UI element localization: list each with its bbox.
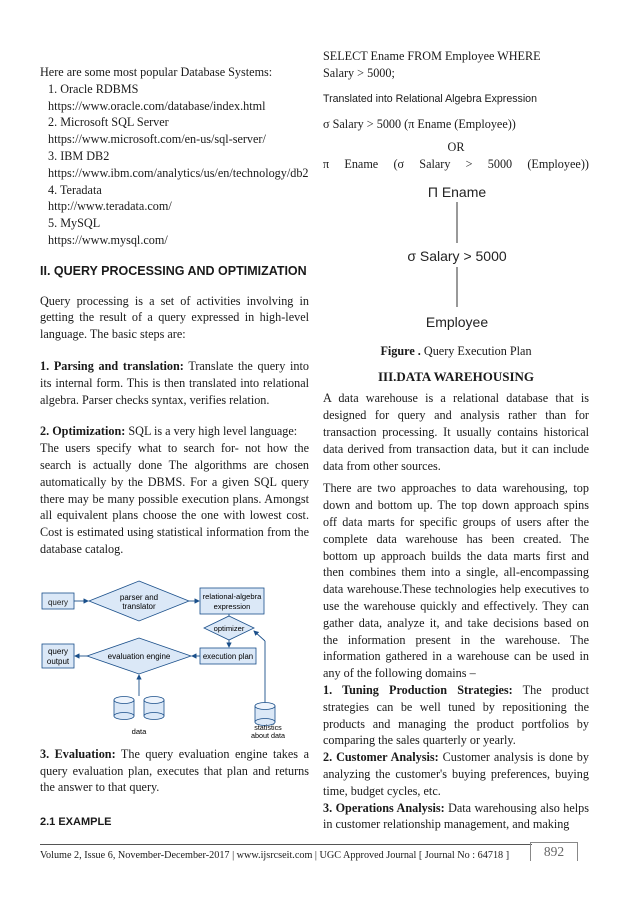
db-url[interactable]: https://www.ibm.com/analytics/us/en/technology/db2 [48, 165, 309, 180]
db-list [40, 81, 309, 249]
db-url[interactable]: https://www.mysql.com/ [48, 232, 168, 247]
plan-label: execution plan [202, 651, 254, 661]
translated-caption: Translated into Relational Algebra Expression [323, 92, 537, 105]
footer-citation: Volume 2, Issue 6, November-December-2017 | www.ijsrcseit.com | UGC Approved Journal [ Journal No : 64718 ] [40, 850, 510, 861]
expr2-token: Ename [344, 156, 379, 171]
db-name: 4. Teradata [48, 182, 102, 197]
db-url[interactable]: http://www.teradata.com/ [48, 199, 172, 214]
domain-1-text: The product strategies can be well tuned by repositioning the products and managing the product portfolios by comparing the sales quarterly or yearly. [323, 682, 589, 748]
or-separator: OR [447, 140, 465, 155]
optimizer-label: optimizer [213, 623, 245, 633]
step-3-paragraph [40, 746, 309, 796]
ra-expression-1: σ Salary > 5000 (π Ename (Employee)) [323, 117, 516, 132]
tree-node-relation: Employee [425, 313, 489, 330]
domain-1-label: 1. Tuning Production Strategies: [323, 682, 513, 697]
figure-label: Figure . [380, 343, 421, 358]
stats-label-2: about data [251, 730, 285, 738]
stats-label-1: statistics [254, 722, 282, 732]
parser-label-1: parser and [119, 592, 159, 602]
domain-3 [323, 800, 589, 834]
db-intro: Here are some most popular Database Systems: [40, 65, 273, 79]
db-name: 1. Oracle RDBMS [48, 81, 139, 96]
step-1-text: Translate the query into its internal form. This is then translated into relational algebra. Parser checks syntax, verifies relation. [40, 358, 309, 407]
left-column [40, 64, 309, 831]
ra-expression-2 [323, 156, 589, 173]
relalg-label-2: expression [213, 601, 251, 611]
domain-1 [323, 682, 589, 749]
eval-label: evaluation engine [107, 651, 171, 661]
qp-intro: Query processing is a set of activities involving in getting the result of a query expressed in high-level language. The basic steps are: [40, 293, 309, 342]
figure-caption [323, 343, 589, 360]
expr2-token: Salary [419, 156, 451, 171]
db-name: 3. IBM DB2 [48, 148, 110, 163]
dw-paragraph-2: There are two approaches to data warehousing, top down and bottom up. The top down approach spins off data marts for specific groups of users after the complete data warehouse has been created. The bottom up approach builds the data marts first and then combines them into a single, all-encompassing data warehouse.These technologies help executives to use the warehouse quickly and effectively. They can gather data, analyze it, and take decisions based on the information present in the warehouse. The information gathered in a warehouse can be used in any of the following domains – [323, 481, 589, 681]
step-2-label: 2. Optimization: [40, 424, 126, 439]
step-2-body: The users specify what to search for- not how the search is actually done The algorithms are chosen automatically by the DBMS. For a given SQL query there may be many possible execution plans. Amongst all equivalent plans choose the one with lowest cost. Cost is estimated using statistical information from the database catalog. [40, 441, 309, 556]
query-box-label: query [47, 597, 69, 607]
query-processing-diagram [40, 576, 309, 738]
domain-2-text: Customer analysis is done by analyzing the customer's buying preferences, buying time, budget cycles, etc. [323, 750, 589, 798]
section-3-heading: III.DATA WAREHOUSING [377, 368, 535, 384]
example-heading: 2.1 EXAMPLE [40, 816, 112, 829]
step-3-label: 3. Evaluation: [40, 746, 116, 761]
tree-node-select: σ Salary > 5000 [407, 247, 507, 264]
section-2-heading: II. QUERY PROCESSING AND OPTIMIZATION [40, 263, 307, 278]
step-1-label: 1. Parsing and translation: [40, 358, 184, 373]
step-1-paragraph [40, 358, 309, 408]
db-name: 2. Microsoft SQL Server [48, 115, 169, 130]
parser-label-2: translator [122, 601, 156, 611]
relalg-label-1: relational-algebra [202, 591, 262, 601]
data-cylinder-1 [114, 696, 134, 719]
expr2-token: π [323, 156, 330, 171]
domain-2 [323, 749, 589, 799]
expr2-token: 5000 [487, 156, 513, 171]
step-2-text: SQL is a very high level language: [125, 424, 298, 439]
right-column [323, 48, 589, 833]
expr2-token: (σ [393, 156, 405, 171]
figure-caption-text: Query Execution Plan [420, 343, 532, 358]
domain-3-label: 3. Operations Analysis: [323, 800, 445, 815]
expr2-token: > [465, 156, 473, 171]
domain-3-text: Data warehousing also helps in customer relationship management, and making [323, 800, 589, 832]
domain-2-label: 2. Customer Analysis: [323, 750, 439, 765]
data-label: data [131, 726, 147, 736]
expr2-token: (Employee)) [527, 156, 589, 171]
sql-line-1: SELECT Ename FROM Employee WHERE [323, 49, 541, 63]
dw-paragraph-1: A data warehouse is a relational database that is designed for query and analysis rather than for transaction processing. It usually contains historical data derived from transaction data, but it can include data from other sources. [323, 391, 589, 473]
output-label-2: output [46, 656, 70, 666]
db-name: 5. MySQL [48, 216, 101, 231]
page-footer [40, 848, 600, 865]
step-3-text: The query evaluation engine takes a query evaluation plan, executes that plan and returns the answer to that query. [40, 746, 309, 795]
sql-line-2: Salary > 5000; [323, 65, 395, 80]
page-number: 892 [530, 842, 578, 861]
db-url[interactable]: https://www.oracle.com/database/index.html [48, 98, 266, 113]
tree-node-project: Π Ename [427, 183, 487, 200]
data-cylinder-2 [144, 696, 164, 719]
output-label-1: query [47, 646, 69, 656]
step-2-heading [40, 423, 309, 440]
query-execution-plan-tree [323, 177, 589, 337]
db-url[interactable]: https://www.microsoft.com/en-us/sql-server/ [48, 132, 266, 147]
footer-rule [40, 844, 532, 845]
